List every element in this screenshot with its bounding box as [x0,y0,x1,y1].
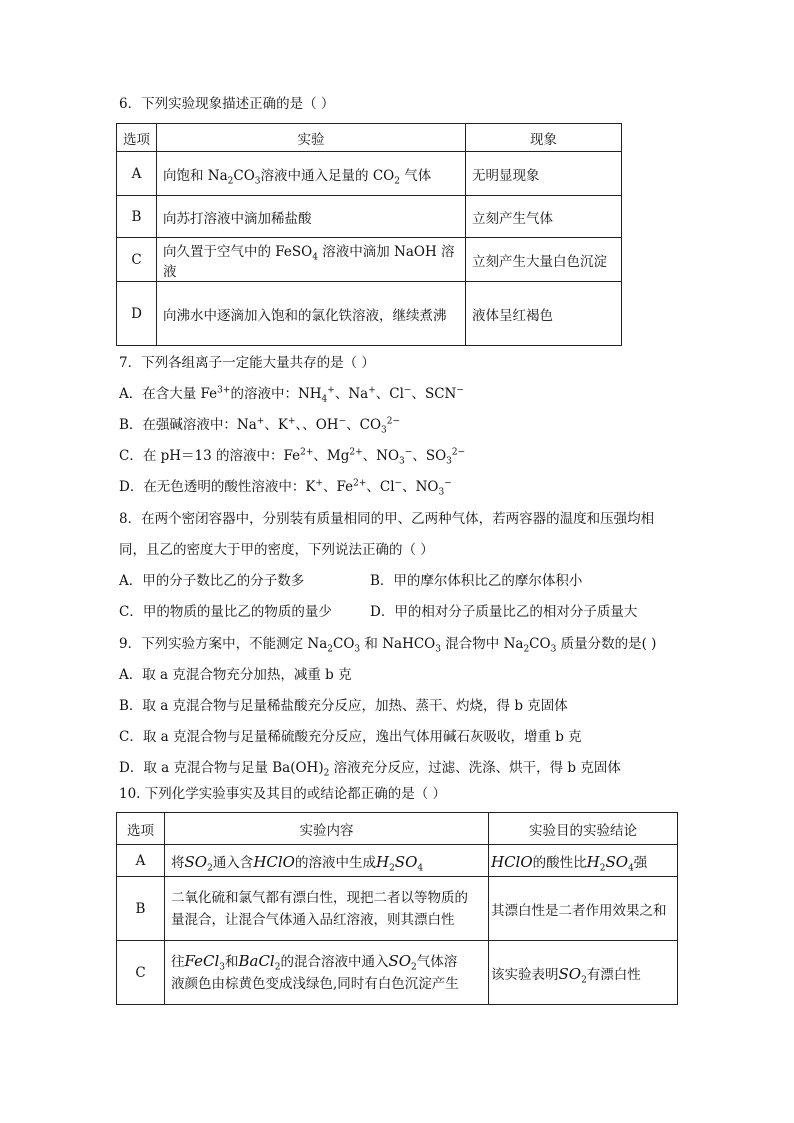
q7-option-a: A．在含大量 $Fe^{3+}$的溶液中：$NH_4^+$、Na+、Cl−、SCN− [119,385,464,405]
q10-header-option: 选项 [117,813,165,845]
q9-option-c: C．取 a 克混合物与足量稀硫酸充分反应，逸出气体用碱石灰吸收，增重 b 克 [119,729,582,745]
q10-title: 10. 下列化学实验事实及其目的或结论都正确的是（ ） [119,786,447,802]
q6-table [116,123,622,346]
q7-title: 7．下列各组离子一定能大量共存的是（ ） [119,355,375,371]
q6-title: 6．下列实验现象描述正确的是（ ） [119,96,335,112]
q6-option-b: B [117,196,157,238]
q10-content-c-line1: 往FeCl$_3$和BaCl$_2$的混合溶液中通入$SO_2$气体溶 [171,952,458,973]
q6-option-d: D [117,282,157,346]
q10-option-c: C [117,941,165,1005]
table-row [117,941,678,1005]
q6-header-option: 选项 [117,124,157,152]
q6-header-experiment: 实验 [157,124,466,152]
table-row [117,238,622,282]
q6-experiment-d: 向沸水中逐滴加入饱和的氯化铁溶液，继续煮沸 [157,282,466,346]
q6-result-a: 无明显现象 [466,152,622,196]
q6-result-b: 立刻产生气体 [466,196,622,238]
q9-option-b: B．取 a 克混合物与足量稀盐酸充分反应，加热、蒸干、灼烧，得 b 克固体 [119,698,568,714]
q8-option-b: B．甲的摩尔体积比乙的摩尔体积小 [370,573,583,589]
q7-option-d: D．在无色透明的酸性溶液中：K+、$Fe^{2+}$、Cl−、$NO_3^-$ [119,478,452,498]
table-row [117,845,678,877]
q6-option-c: C [117,238,157,282]
q9-title: 9．下列实验方案中，不能测定 $Na_2CO_3$ 和 NaHCO$_3$ 混合物中 $Na_2CO_3$ 质量分数的是( ) [119,636,657,655]
q10-content-c [165,941,489,1005]
q9-option-a: A．取 a 克混合物充分加热，减重 b 克 [119,667,352,683]
q6-result-d: 液体呈红褐色 [466,282,622,346]
q6-result-c: 立刻产生大量白色沉淀 [466,238,622,282]
q8-option-d: D．甲的相对分子质量比乙的相对分子质量大 [370,604,638,620]
table-row [117,196,622,238]
q7-option-c: C．在 pH＝13 的溶液中：$Fe^{2+}$、$Mg^{2+}$、$NO_3^-$、$SO_3^{2-}$ [119,447,466,467]
q8-title-line2: 同，且乙的密度大于甲的密度，下列说法正确的（ ） [119,542,434,558]
q10-option-a: A [117,845,165,877]
q10-conclusion-c: 该实验表明$SO_2$有漂白性 [489,941,678,1005]
q10-table [116,812,678,1005]
q8-option-c: C．甲的物质的量比乙的物质的量少 [119,604,332,620]
q10-content-c-line2: 液颜色由棕黄色变成浅绿色,同时有白色沉淀产生 [171,976,459,992]
q10-content-b [165,877,489,941]
q6-option-a: A [117,152,157,196]
q10-option-b: B [117,877,165,941]
table-row [117,282,622,346]
q6-experiment-b: 向苏打溶液中滴加稀盐酸 [157,196,466,238]
q10-content-b-line1: 二氧化硫和氯气都有漂白性，现把二者以等物质的 [171,889,468,906]
q8-title-line1: 8．在两个密闭容器中，分别装有质量相同的甲、乙两种气体，若两容器的温度和压强均相 [119,511,655,527]
q6-experiment-a: 向饱和 $Na_2CO_3$溶液中通入足量的 $CO_2$ 气体 [157,152,466,196]
q10-header-conclusion: 实验目的实验结论 [489,813,678,845]
q6-experiment-c: 向久置于空气中的 FeSO$_4$ 溶液中滴加 NaOH 溶液 [157,238,466,282]
q7-option-b: B．在强碱溶液中：Na+、K+、、OH−、$CO_3^{2-}$ [119,416,401,436]
q10-header-content: 实验内容 [165,813,489,845]
q8-option-a: A．甲的分子数比乙的分子数多 [119,573,305,589]
q10-content-b-line2: 量混合，让混合气体通入品红溶液，则其漂白性 [171,911,455,928]
table-row [117,877,678,941]
q6-header-phenomenon: 现象 [466,124,622,152]
table-row [117,152,622,196]
q10-content-a: 将$SO_2$通入含HClO的溶液中生成$H_2SO_4$ [165,845,489,877]
q9-option-d: D．取 a 克混合物与足量 $Ba(OH)_2$ 溶液充分反应，过滤、洗涤、烘干，得 b 克固体 [119,760,621,779]
q10-conclusion-b: 其漂白性是二者作用效果之和 [489,877,678,941]
q10-conclusion-a: HClO的酸性比$H_2SO_4$强 [489,845,678,877]
